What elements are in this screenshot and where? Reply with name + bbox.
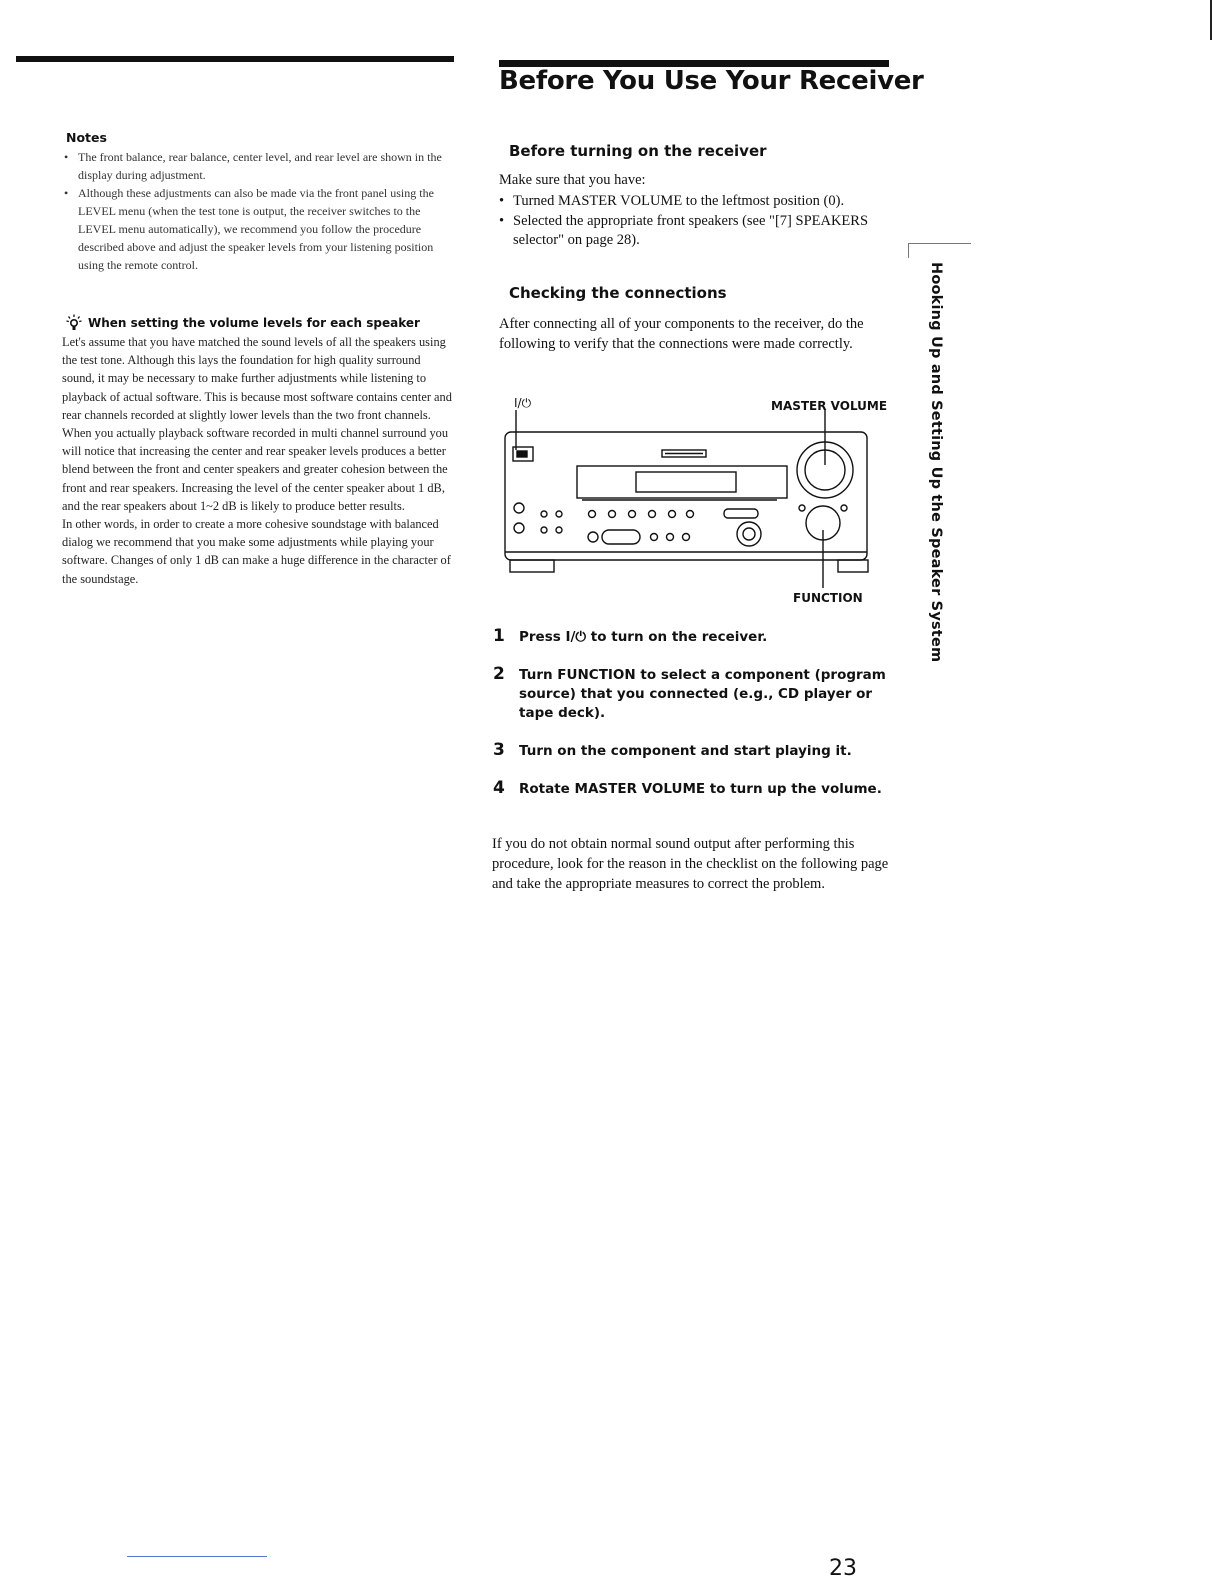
function-knob-indicator xyxy=(841,505,847,511)
step-number: 4 xyxy=(493,778,505,798)
step-number: 3 xyxy=(493,740,505,760)
display-window xyxy=(636,472,736,492)
checklist-item: • Turned MASTER VOLUME to the leftmost position (0). xyxy=(499,192,899,212)
side-tab-label: Hooking Up and Setting Up the Speaker System xyxy=(928,262,944,663)
multi-jog-knob xyxy=(737,522,761,546)
page-title: Before You Use Your Receiver xyxy=(499,66,924,96)
before-turning-on-intro: Make sure that you have: xyxy=(499,172,646,188)
checklist-item: • Selected the appropriate front speakers (see "[7] SPEAKERS selector" on page 28). xyxy=(499,212,899,251)
small-knob xyxy=(541,511,547,517)
step-text: Press I/⏻ to turn on the receiver. xyxy=(519,629,768,645)
tip-paragraph: Let's assume that you have matched the sound levels of all the speakers using the test tone. Although this lays the foundation for high quality surround sound, it may be necessary to make further adjustments while listening to playback of actual software. This is because most software contains center and rear channels recorded at slightly lower levels than the two front channels. xyxy=(62,335,452,422)
checking-connections-heading: Checking the connections xyxy=(509,284,727,302)
note-item: • The front balance, rear balance, center level, and rear level are shown in the display during adjustment. xyxy=(62,148,454,184)
step-number: 2 xyxy=(493,664,505,684)
note-item: • Although these adjustments can also be made via the front panel using the LEVEL menu (when the test tone is output, the receiver switches to the LEVEL menu automatically), we recommend you follow the procedure described above and adjust the speaker levels from your listening position using the remote control. xyxy=(62,184,454,274)
closing-paragraph: If you do not obtain normal sound output after performing this procedure, look for the reason in the checklist on the following page and take the appropriate measures to correct the problem. xyxy=(492,836,889,892)
receiver-foot-right xyxy=(838,560,868,572)
small-knob xyxy=(556,527,562,533)
side-tab-bracket xyxy=(908,243,971,258)
step-item xyxy=(493,780,893,799)
before-turning-on-heading: Before turning on the receiver xyxy=(509,142,767,160)
before-turning-on-list xyxy=(499,192,899,251)
step-item xyxy=(493,666,893,723)
step-number: 1 xyxy=(493,626,505,646)
function-label: FUNCTION xyxy=(793,591,863,605)
checking-connections-body: After connecting all of your components to the receiver, do the following to verify that the connections were made correctly. xyxy=(499,316,864,352)
multi-jog-center xyxy=(743,528,755,540)
small-knob xyxy=(556,511,562,517)
left-header-rule xyxy=(16,56,454,62)
button-row-bottom xyxy=(588,530,690,544)
display-panel xyxy=(577,466,787,498)
small-knob xyxy=(541,527,547,533)
step-item xyxy=(493,742,893,761)
page-edge-line xyxy=(1210,0,1212,40)
tip-body xyxy=(62,333,454,588)
tip-heading xyxy=(66,314,420,332)
tip-heading-text: When setting the volume levels for each speaker xyxy=(88,316,420,330)
notes-heading: Notes xyxy=(66,130,107,145)
step-text: Turn on the component and start playing it. xyxy=(519,743,852,759)
receiver-front-panel-illustration xyxy=(502,410,877,600)
receiver-foot-left xyxy=(510,560,554,572)
page-number: 23 xyxy=(829,1556,857,1581)
tip-paragraph: When you actually playback software recorded in multi channel surround you will notice that increasing the center and rear speaker levels produces a better blend between the front and center speakers and greater cohesion between the front and rear speakers. Increasing the level of the center speaker about 1 dB, and the rear speakers about 1~2 dB is likely to produce better results. xyxy=(62,426,449,513)
phones-jack xyxy=(514,503,524,513)
step-text: Rotate MASTER VOLUME to turn up the volume. xyxy=(519,781,882,797)
master-volume-label: MASTER VOLUME xyxy=(771,399,888,413)
step-text: Turn FUNCTION to select a component (program source) that you connected (e.g., CD player or tape deck). xyxy=(519,667,886,721)
step-item xyxy=(493,628,893,647)
power-button-label: I/⏻ xyxy=(514,396,532,410)
power-button-indicator xyxy=(517,451,527,457)
mic-jack xyxy=(514,523,524,533)
lightbulb-icon xyxy=(66,314,82,332)
footer-line xyxy=(127,1556,267,1557)
steps-list xyxy=(493,628,893,818)
tip-paragraph: In other words, in order to create a more cohesive soundstage with balanced dialog we recommend that you make some adjustments while playing your software. Changes of only 1 dB can make a huge difference in the character of the soundstage. xyxy=(62,517,451,586)
notes-list xyxy=(62,148,454,274)
function-knob-indicator xyxy=(799,505,805,511)
button-row-top xyxy=(589,509,759,518)
